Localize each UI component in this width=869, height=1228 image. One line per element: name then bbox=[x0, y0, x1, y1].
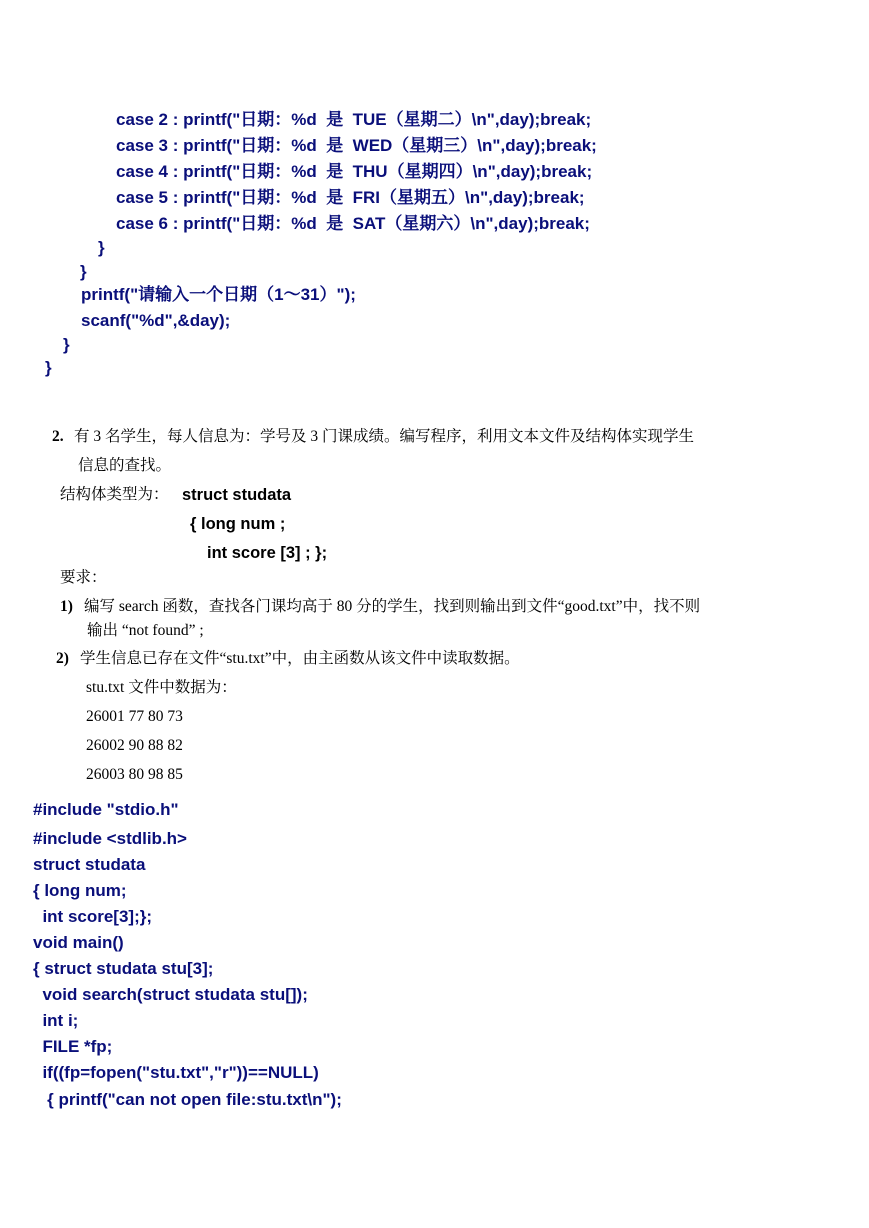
code-line: void main() bbox=[33, 933, 124, 952]
code-line: case 3 : printf("日期：%d 是 WED（星期三）\n",day);break; bbox=[116, 136, 597, 155]
data-row: 26001 77 80 73 bbox=[86, 708, 183, 725]
requirement-1-number: 1) bbox=[60, 598, 73, 615]
code-line: { struct studata stu[3]; bbox=[33, 959, 214, 978]
code-line: int i; bbox=[33, 1011, 79, 1030]
code-line: } bbox=[45, 358, 52, 377]
code-line: case 2 : printf("日期：%d 是 TUE（星期二）\n",day);break; bbox=[116, 110, 592, 129]
problem-text-line1: 有 3 名学生，每人信息为：学号及 3 门课成绩。编写程序，利用文本文件及结构体实现学生 bbox=[74, 428, 695, 445]
struct-line1: struct studata bbox=[182, 486, 292, 504]
code-line: #include "stdio.h" bbox=[33, 800, 179, 819]
requirement-2-number: 2) bbox=[56, 650, 69, 667]
struct-line3: int score [3] ; }; bbox=[207, 544, 328, 562]
requirement-2-text: 学生信息已存在文件“stu.txt”中，由主函数从该文件中读取数据。 bbox=[80, 650, 520, 667]
code-line: printf("请输入一个日期（1～31）"); bbox=[81, 285, 356, 304]
code-line: case 6 : printf("日期：%d 是 SAT（星期六）\n",day);break; bbox=[116, 214, 590, 233]
code-line: struct studata bbox=[33, 855, 146, 874]
code-line: FILE *fp; bbox=[33, 1037, 113, 1056]
code-line: case 4 : printf("日期：%d 是 THU（星期四）\n",day);break; bbox=[116, 162, 593, 181]
requirement-1-line1: 编写 search 函数，查找各门课均高于 80 分的学生，找到则输出到文件“good.txt”中，找不则 bbox=[84, 598, 701, 615]
code-line: } bbox=[80, 262, 87, 281]
problem-text-line2: 信息的查找。 bbox=[78, 457, 172, 474]
code-line: int score[3];}; bbox=[33, 907, 153, 926]
problem-number: 2. bbox=[52, 428, 64, 445]
code-line: } bbox=[98, 238, 105, 257]
code-line: case 5 : printf("日期：%d 是 FRI（星期五）\n",day);break; bbox=[116, 188, 585, 207]
code-line: scanf("%d",&day); bbox=[81, 311, 231, 330]
data-file-label: stu.txt 文件中数据为： bbox=[86, 679, 237, 696]
code-line: void search(struct studata stu[]); bbox=[33, 985, 308, 1004]
data-row: 26002 90 88 82 bbox=[86, 737, 183, 754]
code-line: if((fp=fopen("stu.txt","r"))==NULL) bbox=[33, 1063, 319, 1082]
data-row: 26003 80 98 85 bbox=[86, 766, 183, 783]
code-line: #include <stdlib.h> bbox=[33, 829, 187, 848]
code-line: { long num; bbox=[33, 881, 127, 900]
requirement-1-line2: 输出 “not found” ; bbox=[87, 622, 204, 639]
struct-label: 结构体类型为： bbox=[60, 486, 169, 503]
code-line: } bbox=[63, 335, 70, 354]
requirements-label: 要求： bbox=[60, 569, 107, 586]
code-line: { printf("can not open file:stu.txt\n"); bbox=[33, 1090, 342, 1109]
struct-line2: { long num ; bbox=[190, 515, 286, 533]
